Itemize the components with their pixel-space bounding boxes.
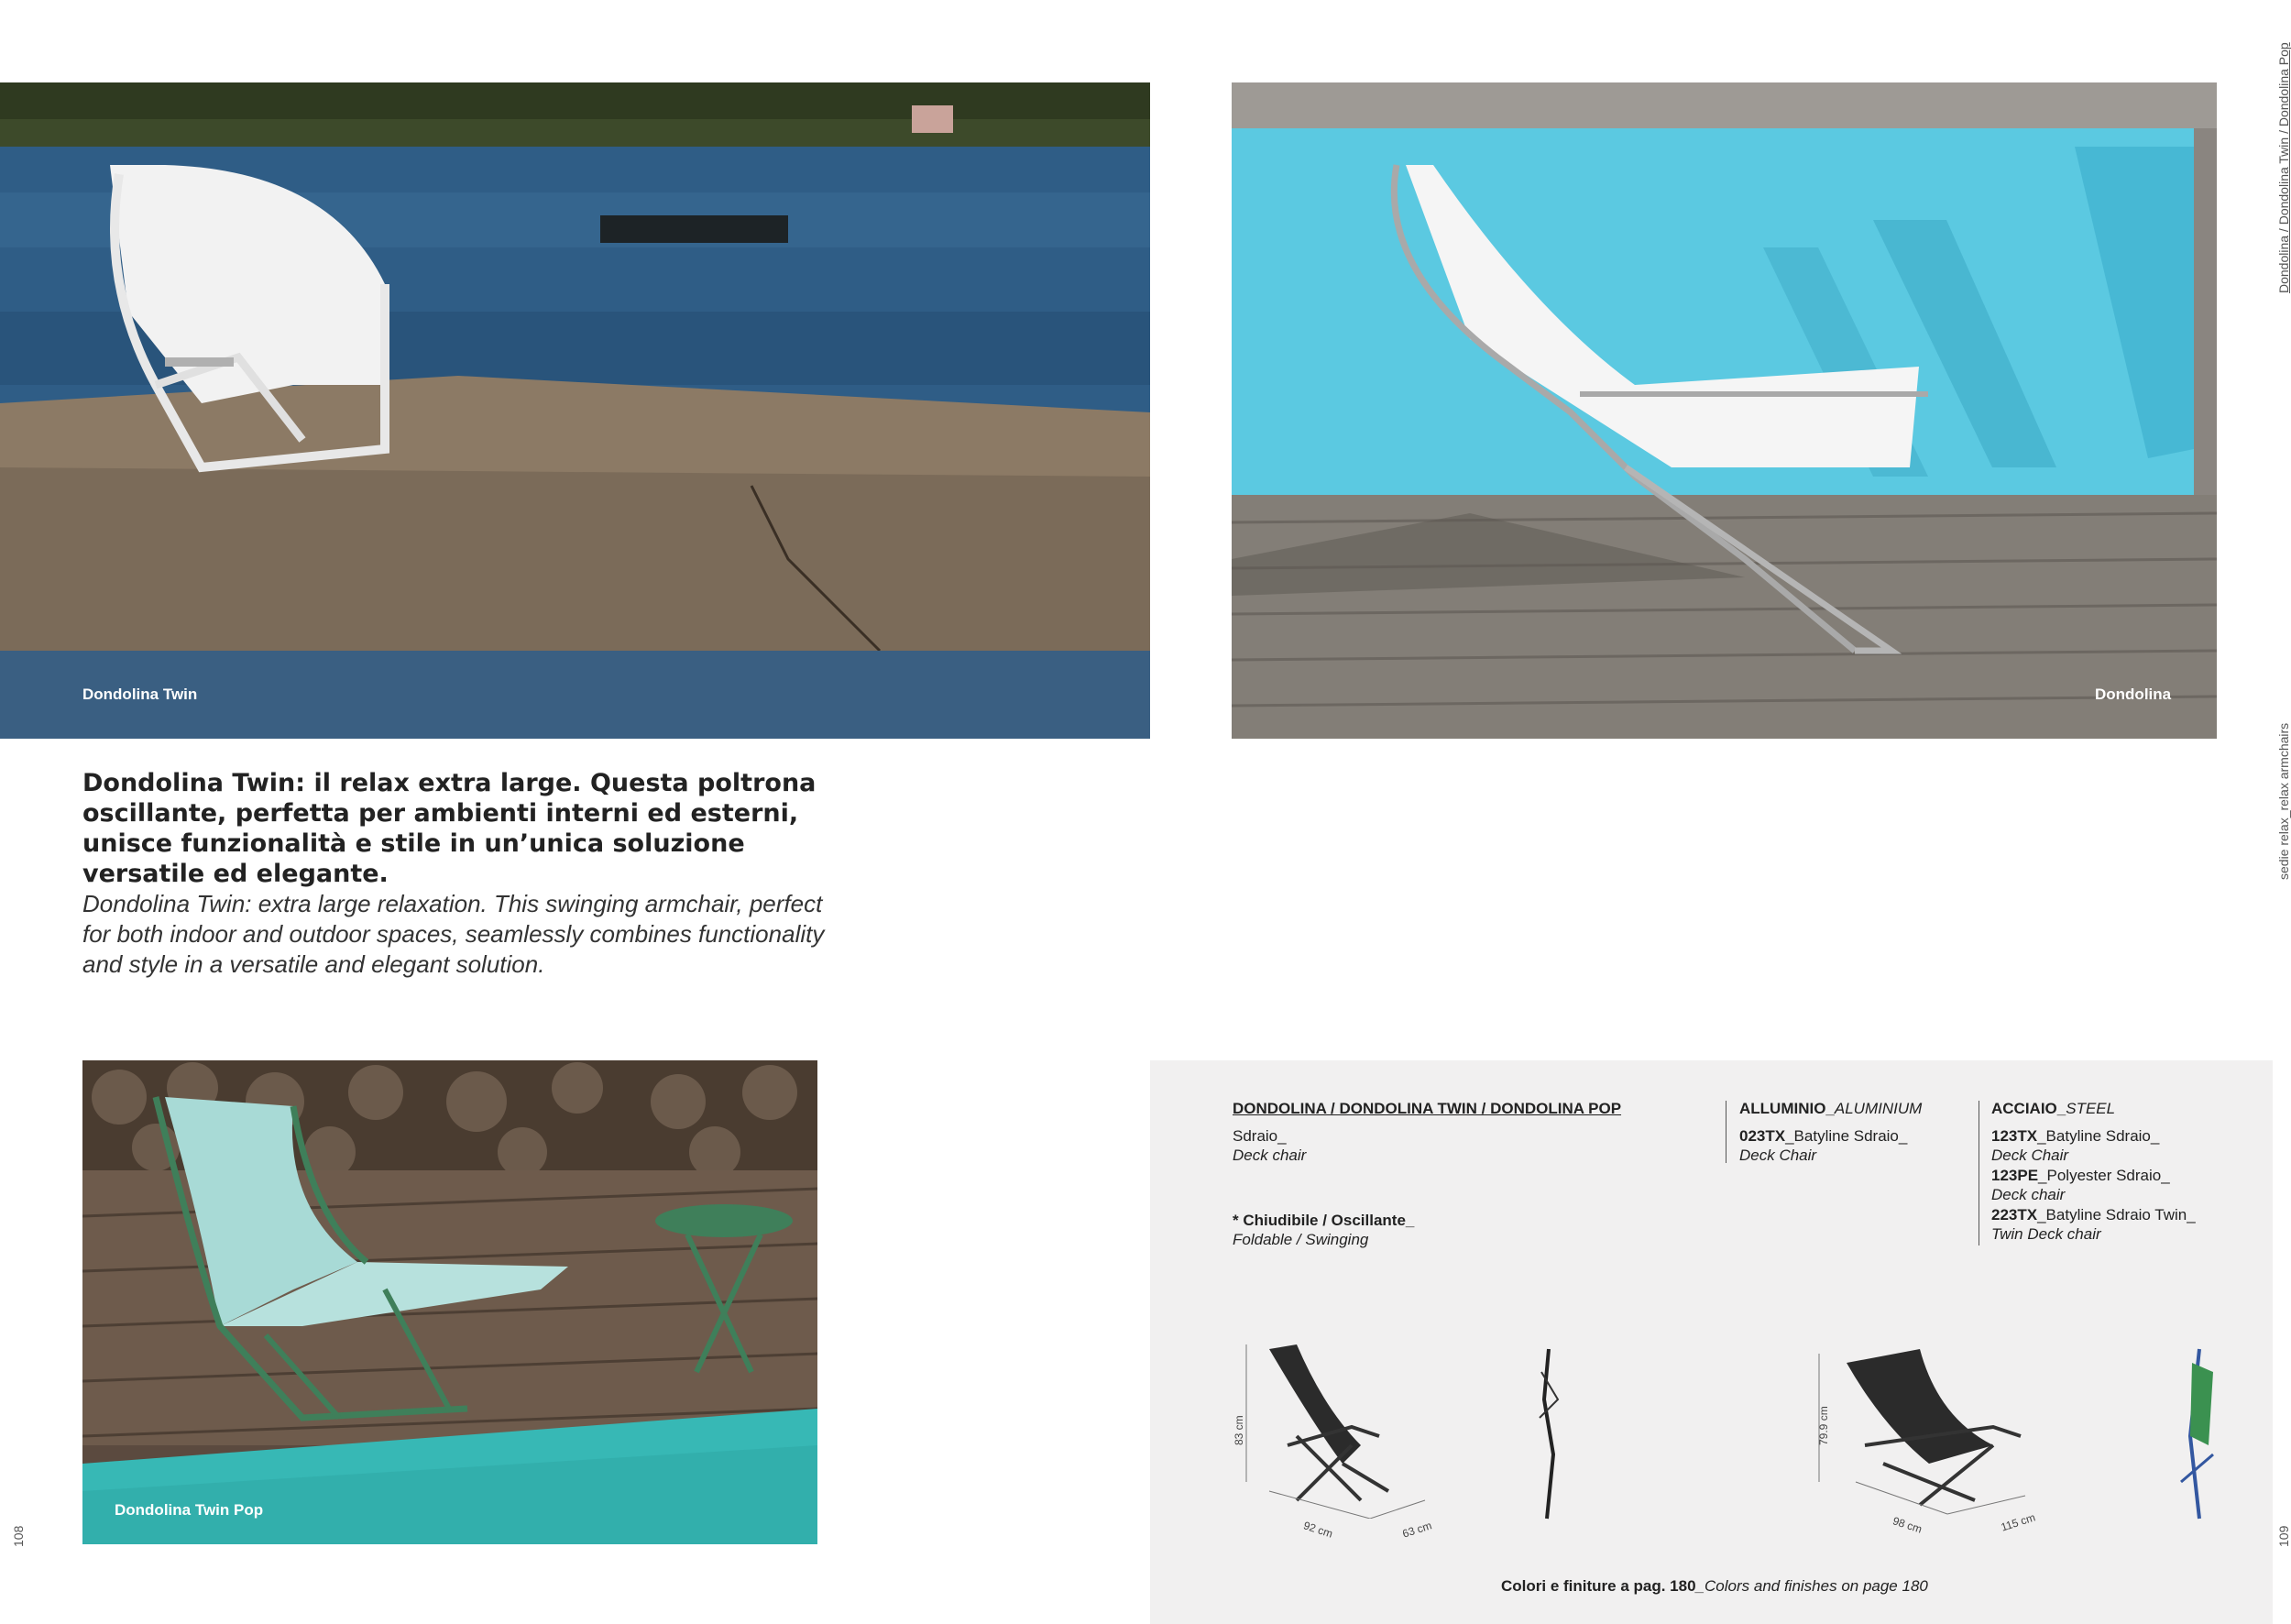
footer-en: _Colors and finishes on page 180: [1695, 1577, 1928, 1595]
dim-value: 63 cm: [1400, 1519, 1434, 1541]
colors-footer: [1501, 1576, 1928, 1597]
alu-label-en: ALUMINIUM: [1834, 1100, 1923, 1117]
dim-width-1: [1401, 1519, 1433, 1540]
alu-desc-en: Deck Chair: [1739, 1147, 1817, 1164]
photo-dondolina-twin: [0, 82, 1150, 739]
footer-it: Colori e finiture a pag. 180: [1501, 1577, 1696, 1595]
page-number-right: 109: [2276, 1525, 2291, 1547]
steel-desc-en: Deck chair: [1991, 1186, 2066, 1203]
page-number-left: 108: [11, 1525, 26, 1547]
chair-drawing-side: [1233, 1335, 1443, 1519]
alu-heading: [1739, 1099, 1922, 1119]
steel-desc-en: Twin Deck chair: [1991, 1225, 2101, 1243]
twin-chair-drawing: [1810, 1344, 2039, 1519]
category-label: sedie relax_relax armchairs: [2276, 722, 2291, 880]
steel-item: [1991, 1166, 2170, 1186]
type-it: Sdraio_: [1233, 1127, 1287, 1145]
type-en: Deck chair: [1233, 1147, 1307, 1164]
steel-desc: _Batyline Sdraio Twin_: [2037, 1206, 2196, 1223]
text-block: [82, 768, 834, 980]
alu-label: ALLUMINIO_: [1739, 1100, 1835, 1117]
body-text: Dondolina Twin: extra large relaxation. This swinging armchair, perfect for both indoor and outdoor spaces, seamlessly combines functionality and style in a versatile and elegant solution.: [82, 890, 825, 978]
dim-height-1: [1233, 1415, 1245, 1445]
dim-value: 83 cm: [1233, 1415, 1245, 1445]
steel-heading: [1991, 1099, 2115, 1119]
steel-code: 123PE: [1991, 1167, 2039, 1184]
photo-caption: Dondolina: [2095, 686, 2172, 703]
alu-code: 023TX: [1739, 1127, 1786, 1145]
steel-code: 223TX: [1991, 1206, 2038, 1223]
steel-label-en: STEEL: [2066, 1100, 2116, 1117]
dim-value: 79.9 cm: [1817, 1406, 1830, 1445]
alu-desc: _Batyline Sdraio_: [1785, 1127, 1908, 1145]
photo-caption: Dondolina Twin Pop: [115, 1501, 264, 1519]
dim-value: 98 cm: [1891, 1514, 1924, 1536]
steel-desc: _Polyester Sdraio_: [2038, 1167, 2170, 1184]
steel-desc-en: Deck Chair: [1991, 1147, 2069, 1164]
feature-it: * Chiudibile / Oscillante_: [1233, 1212, 1415, 1229]
product-title: DONDOLINA / DONDOLINA TWIN / DONDOLINA POP: [1233, 1100, 1622, 1117]
steel-desc: _Batyline Sdraio_: [2037, 1127, 2160, 1145]
dim-depth-1: [1302, 1519, 1334, 1540]
photo-dondolina-twin-pop: [82, 1060, 817, 1544]
dim-value: 92 cm: [1301, 1519, 1335, 1541]
feature-en: Foldable / Swinging: [1233, 1231, 1369, 1248]
photo-caption: Dondolina Twin: [82, 686, 198, 703]
alu-item: [1739, 1126, 1907, 1147]
folded-chair-drawing: [1530, 1344, 1567, 1528]
steel-item: [1991, 1205, 2196, 1225]
dim-height-2: [1817, 1406, 1830, 1445]
photo-dondolina: [1232, 82, 2217, 739]
steel-label: ACCIAIO_: [1991, 1100, 2066, 1117]
dim-value: 115 cm: [1999, 1510, 2037, 1534]
folded-twin-chair-drawing: [2172, 1344, 2227, 1528]
spec-panel: [1150, 1060, 2273, 1624]
steel-item: [1991, 1126, 2159, 1147]
steel-code: 123TX: [1991, 1127, 2038, 1145]
headline: Dondolina Twin: il relax extra large. Questa poltrona oscillante, perfetta per ambienti interni ed esterni, unisce funzionalità e stile in un’unica soluzione versatile ed elegante.: [82, 769, 817, 888]
section-label: Dondolina / Dondolina Twin / Dondolina Pop: [2276, 42, 2291, 293]
